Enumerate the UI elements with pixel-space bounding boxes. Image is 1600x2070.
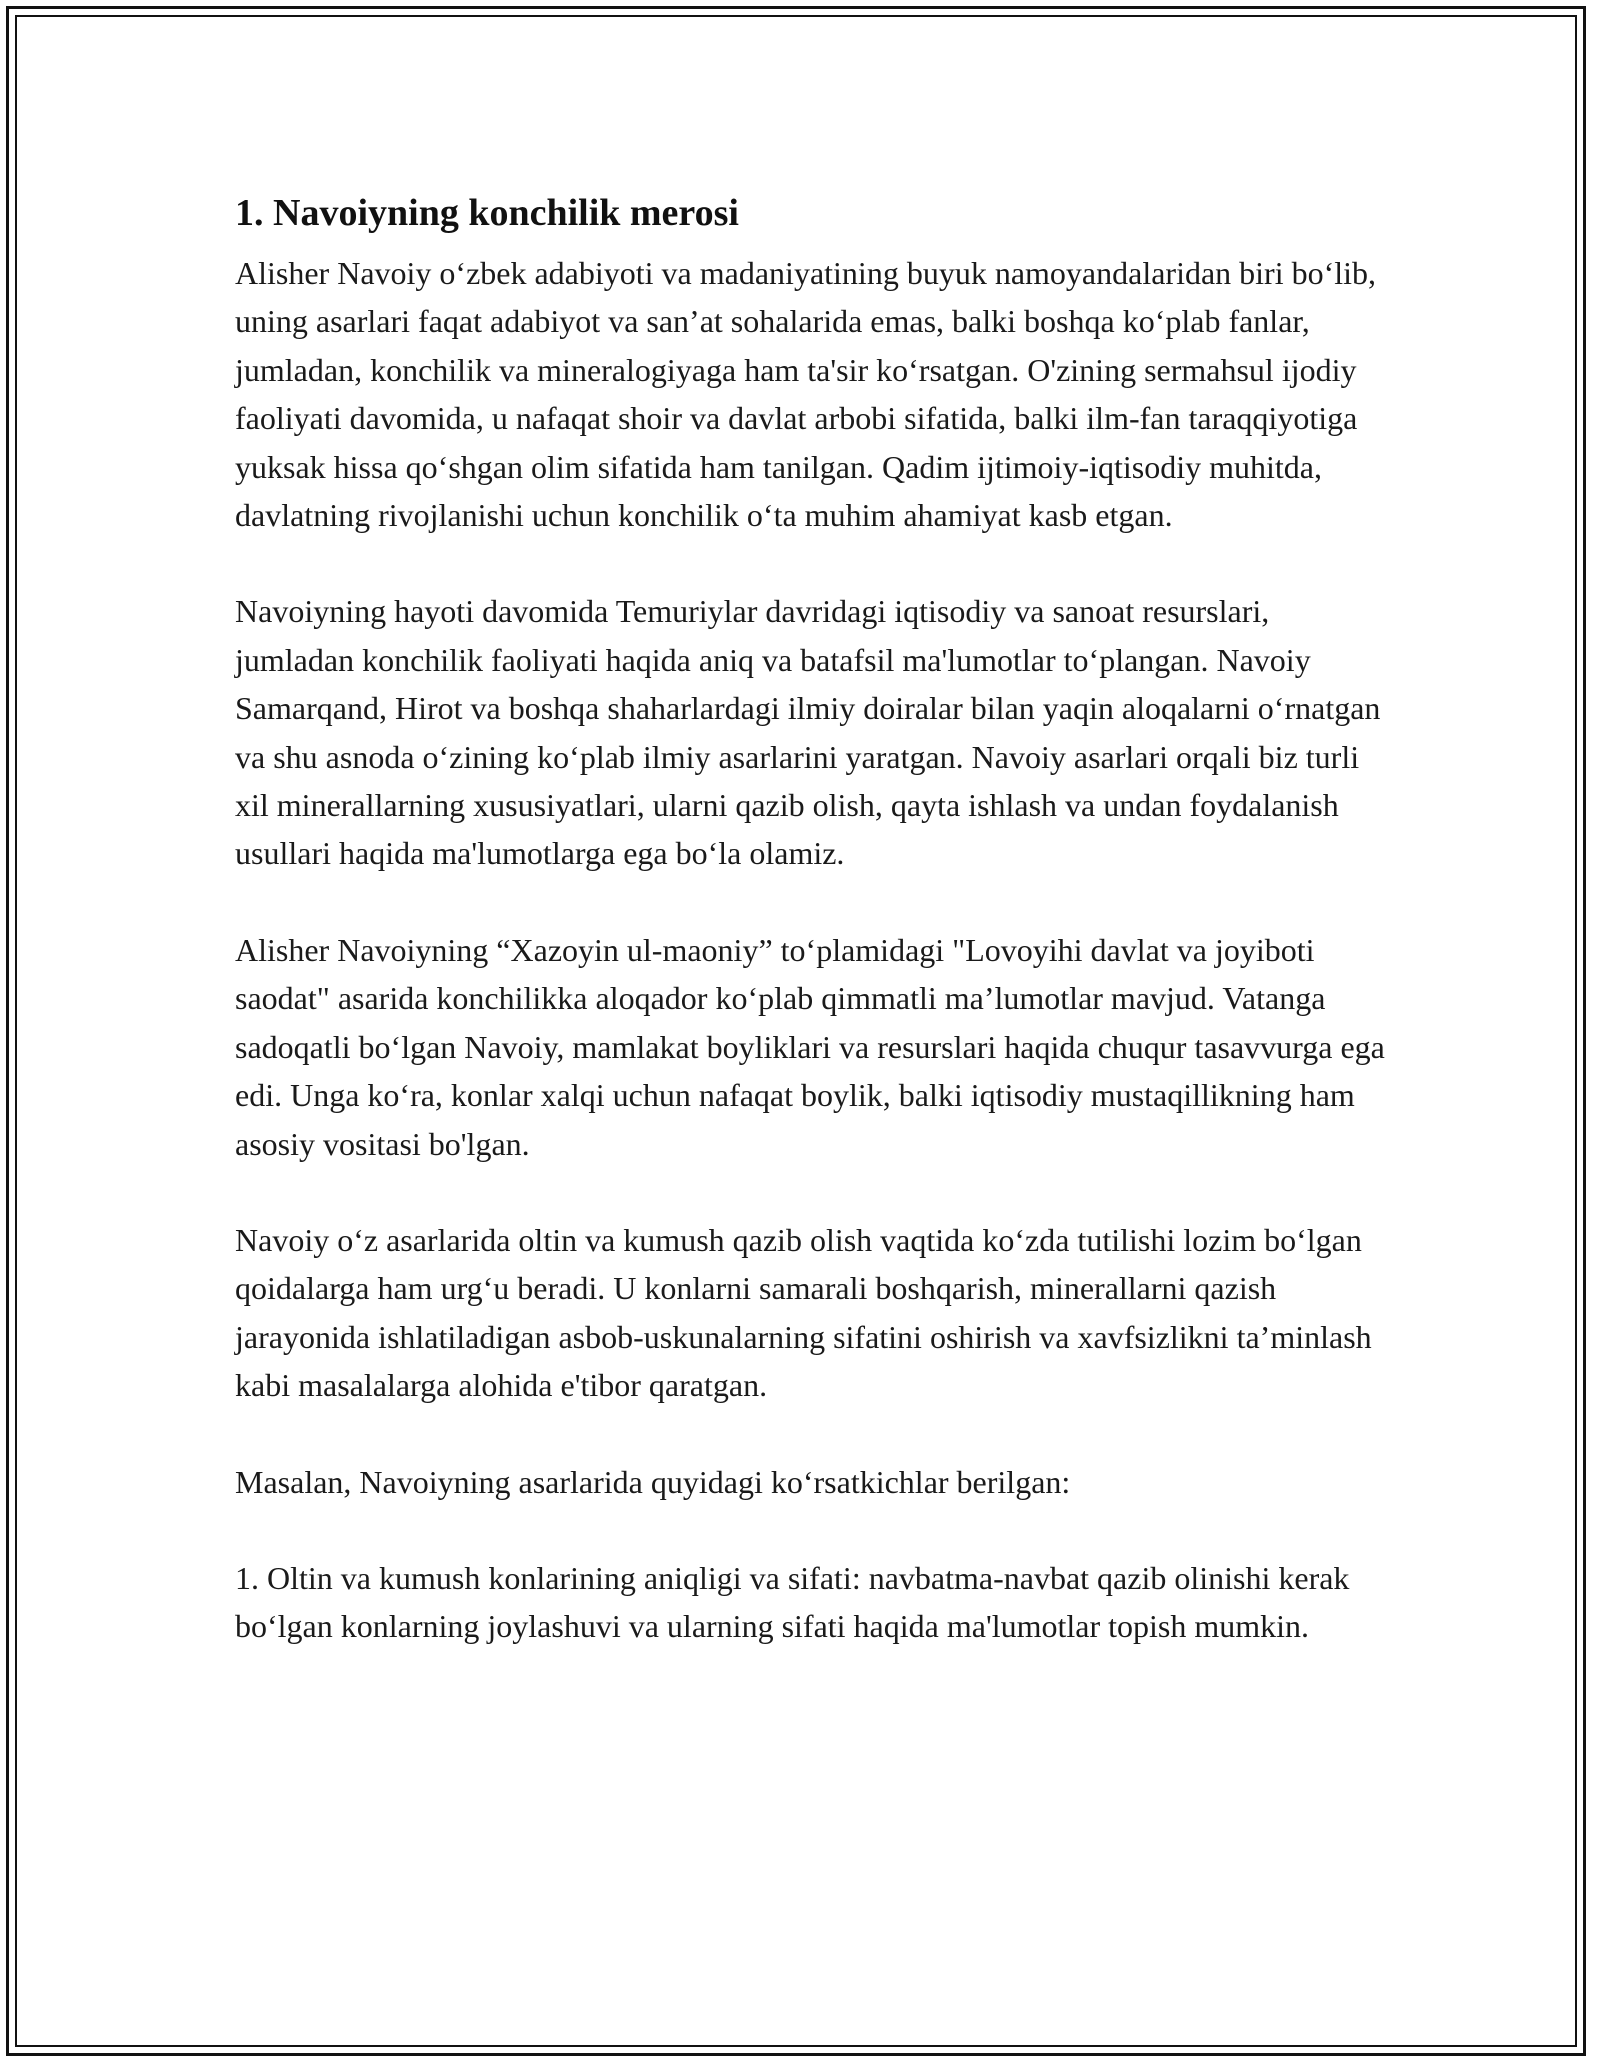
list-item-1: 1. Oltin va kumush konlarining aniqligi va sifati: navbatma-navbat qazib olinishi kerak bo‘lgan konlarning joylashuvi va ularning sifati haqida ma'lumotlar topish mumkin. (235, 1559, 1350, 1645)
paragraph-intro: Alisher Navoiy o‘zbek adabiyoti va madaniyatining buyuk namoyandalaridan biri bo‘lib, uning asarlari faqat adabiyot va san’at sohalarida emas, balki boshqa ko‘plab fanlar, jumladan, konchilik va mineralogiyaga ham ta'sir ko‘rsatgan. O'zining sermahsul ijodiy faoliyati davomida, u nafaqat shoir va davlat arbobi sifatida, balki ilm-fan taraqqiyotiga yuksak hissa qo‘shgan olim sifatida ham tanilgan. Qadim ijtimoiy-iqtisodiy muhitda, davlatning rivojlanishi uchun konchilik o‘ta muhim ahamiyat kasb etgan. (235, 255, 1377, 534)
document-body (235, 185, 1385, 1651)
section-heading: 1. Navoiyning konchilik merosi (235, 192, 739, 234)
paragraph-xazoyin: Alisher Navoiyning “Xazoyin ul-maoniy” to‘plamidagi "Lovoyihi davlat va joyiboti saodat" asarida konchilikka aloqador ko‘plab qimmatli ma’lumotlar mavjud. Vatanga sadoqatli bo‘lgan Navoiy, mamlakat boyliklari va resurslari haqida chuqur tasavvurga ega edi. Unga ko‘ra, konlar xalqi uchun nafaqat boylik, balki iqtisodiy mustaqillikning ham asosiy vositasi bo'lgan. (235, 931, 1385, 1162)
paragraph-gold-silver-rules: Navoiy o‘z asarlarida oltin va kumush qazib olish vaqtida ko‘zda tutilishi lozim bo‘lgan qoidalarga ham urg‘u beradi. U konlarni samarali boshqarish, minerallarni qazish jarayonida ishlatiladigan asbob-uskunalarning sifatini oshirish va xavfsizlikni ta’minlash kabi masalalarga alohida e'tibor qaratgan. (235, 1221, 1372, 1404)
paragraph-timurid-resources: Navoiyning hayoti davomida Temuriylar davridagi iqtisodiy va sanoat resurslari, jumladan konchilik faoliyati haqida aniq va batafsil ma'lumotlar to‘plangan. Navoiy Samarqand, Hirot va boshqa shaharlardagi ilmiy doiralar bilan yaqin aloqalarni o‘rnatgan va shu asnoda o‘zining ko‘plab ilmiy asarlarini yaratgan. Navoiy asarlari orqali biz turli xil minerallarning xususiyatlari, ularni qazib olish, qayta ishlash va undan foydalanish usullari haqida ma'lumotlarga ega bo‘la olamiz. (235, 593, 1381, 872)
paragraph-list-intro: Masalan, Navoiyning asarlarida quyidagi ko‘rsatkichlar berilgan: (235, 1463, 1071, 1500)
